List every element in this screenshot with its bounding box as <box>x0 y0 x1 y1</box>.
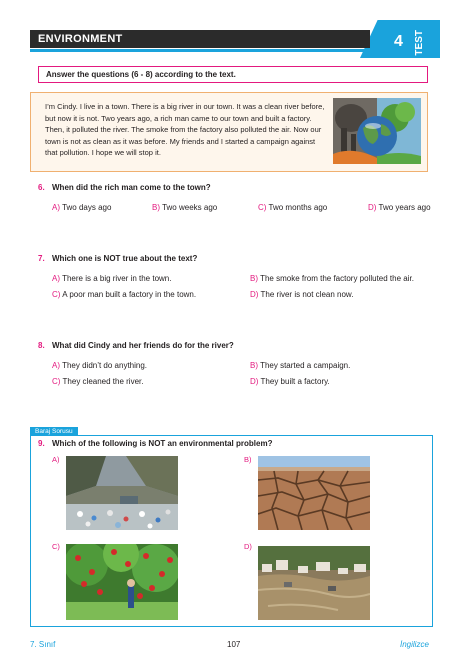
option-letter: C) <box>52 542 60 551</box>
answer-option[interactable] <box>52 289 196 300</box>
page-title: ENVIRONMENT <box>38 33 123 45</box>
question-number: 7. <box>38 254 45 263</box>
option-letter: B) <box>250 274 258 283</box>
answer-option[interactable] <box>250 360 350 371</box>
option-letter: A) <box>52 274 60 283</box>
answer-option[interactable] <box>52 360 147 371</box>
test-number: 4 <box>394 33 403 50</box>
question-number: 8. <box>38 341 45 350</box>
option-letter: C) <box>258 203 267 212</box>
option-text: They cleaned the river. <box>62 377 144 386</box>
option-text: They built a factory. <box>260 377 330 386</box>
answer-option[interactable] <box>152 202 217 213</box>
answer-option[interactable] <box>52 376 143 387</box>
option-letter: A) <box>52 203 60 212</box>
answer-option[interactable] <box>52 273 171 284</box>
option-text: A poor man built a factory in the town. <box>62 290 197 299</box>
passage-line: that pollution. I hope we will stop it. <box>45 148 161 158</box>
option-letter: A) <box>52 455 60 464</box>
passage-line: I’m Cindy. I live in a town. There is a big river in our town. It was a clean river before, <box>45 102 325 111</box>
footer-subject: İngilizce <box>400 640 429 649</box>
passage-line: but now it is not. Two years ago, a rich man came to our town and built a factory. <box>45 113 312 123</box>
passage-line: Then, it polluted the river. The smoke from the factory also polluted the air. Now our <box>45 125 322 135</box>
question-text: Which one is NOT true about the text? <box>52 254 198 263</box>
option-text: Two years ago <box>378 203 431 212</box>
option-text: There is a big river in the town. <box>62 274 172 283</box>
answer-option[interactable] <box>52 202 111 213</box>
page-number: 107 <box>227 640 241 649</box>
option-letter: C) <box>52 377 61 386</box>
option-text: They started a campaign. <box>260 361 351 370</box>
answer-option[interactable] <box>250 376 330 387</box>
drought-cracked-earth-photo-icon[interactable] <box>258 456 370 530</box>
option-text: Two weeks ago <box>162 203 218 212</box>
option-text: Two months ago <box>268 203 328 212</box>
answer-option[interactable] <box>368 202 431 213</box>
answer-option[interactable] <box>250 289 353 300</box>
answer-option[interactable] <box>258 202 327 213</box>
passage-line: town is not as clean as it was before. My friends and I started a campaign against <box>45 136 316 146</box>
footer-grade: 7. Sınıf <box>30 640 56 649</box>
option-text: The river is not clean now. <box>260 290 354 299</box>
passage-text <box>45 101 330 159</box>
option-letter: B) <box>244 455 252 464</box>
option-letter: A) <box>52 361 60 370</box>
answer-option[interactable] <box>250 273 414 284</box>
option-text: The smoke from the factory polluted the air. <box>260 274 414 283</box>
question-text: When did the rich man come to the town? <box>52 183 211 192</box>
question-text: Which of the following is NOT an environmental problem? <box>52 439 273 448</box>
option-letter: C) <box>52 290 61 299</box>
pollution-globe-image <box>333 98 421 164</box>
header-strip <box>30 49 366 52</box>
option-letter: D) <box>368 203 377 212</box>
option-letter: D) <box>250 377 259 386</box>
instruction-text: Answer the questions (6 - 8) according to the text. <box>46 70 236 79</box>
polluted-river-photo-icon[interactable] <box>66 456 178 530</box>
apple-orchard-photo-icon[interactable] <box>66 544 178 620</box>
question-number: 9. <box>38 439 45 448</box>
option-letter: D) <box>250 290 259 299</box>
option-letter: B) <box>250 361 258 370</box>
test-label: TEST <box>414 30 425 56</box>
option-letter: D) <box>244 542 252 551</box>
question-number: 6. <box>38 183 45 192</box>
option-text: They didn’t do anything. <box>62 361 148 370</box>
flooded-town-photo-icon[interactable] <box>258 546 370 620</box>
baraj-tag-label: Baraj Sorusu <box>35 428 73 435</box>
option-text: Two days ago <box>62 203 112 212</box>
question-text: What did Cindy and her friends do for the river? <box>52 341 234 350</box>
option-letter: B) <box>152 203 160 212</box>
